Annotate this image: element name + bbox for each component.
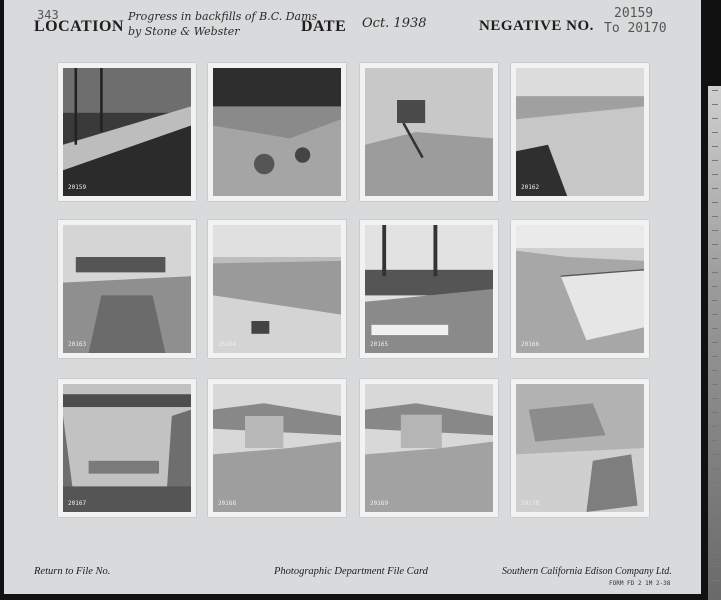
photo-number: 20170 xyxy=(521,500,540,507)
negative-from: 20159 xyxy=(614,6,654,21)
photo-1 xyxy=(58,63,196,201)
company-name: Southern California Edison Company Ltd. xyxy=(502,566,672,577)
photo-number: 20159 xyxy=(68,184,87,191)
photo-6 xyxy=(208,220,346,358)
date-value: Oct. 1938 xyxy=(362,16,427,31)
photo-11 xyxy=(360,379,498,517)
photo-number: 20164 xyxy=(218,341,237,348)
photo-number: 20168 xyxy=(218,500,237,507)
return-to-file: Return to File No. xyxy=(34,566,111,577)
location-line-2: by Stone & Webster xyxy=(128,25,240,38)
photo-number: 20165 xyxy=(370,341,389,348)
photo-2 xyxy=(208,63,346,201)
photo-10 xyxy=(208,379,346,517)
location-line-1: Progress in backfills of B.C. Dams xyxy=(128,10,318,23)
negative-label: NEGATIVE NO. xyxy=(479,18,594,34)
file-number: 343 xyxy=(37,8,59,22)
date-label: DATE xyxy=(301,18,347,35)
photo-number: 20162 xyxy=(521,184,540,191)
film-edge-ticks xyxy=(712,90,718,590)
photo-5 xyxy=(58,220,196,358)
photo-3 xyxy=(360,63,498,201)
photo-8 xyxy=(511,220,649,358)
photo-number: 20169 xyxy=(370,500,389,507)
photo-number: 20167 xyxy=(68,500,87,507)
photo-9 xyxy=(58,379,196,517)
photo-number: 20163 xyxy=(68,341,87,348)
photo-12 xyxy=(511,379,649,517)
photo-7 xyxy=(360,220,498,358)
location-label: LOCATION xyxy=(34,18,124,35)
photo-number: 20166 xyxy=(521,341,540,348)
negative-to: To 20170 xyxy=(604,21,667,36)
file-card xyxy=(4,0,701,594)
department-label: Photographic Department File Card xyxy=(274,566,428,577)
form-number: FORM FD 2 1M 2-38 xyxy=(609,580,671,587)
photo-4 xyxy=(511,63,649,201)
